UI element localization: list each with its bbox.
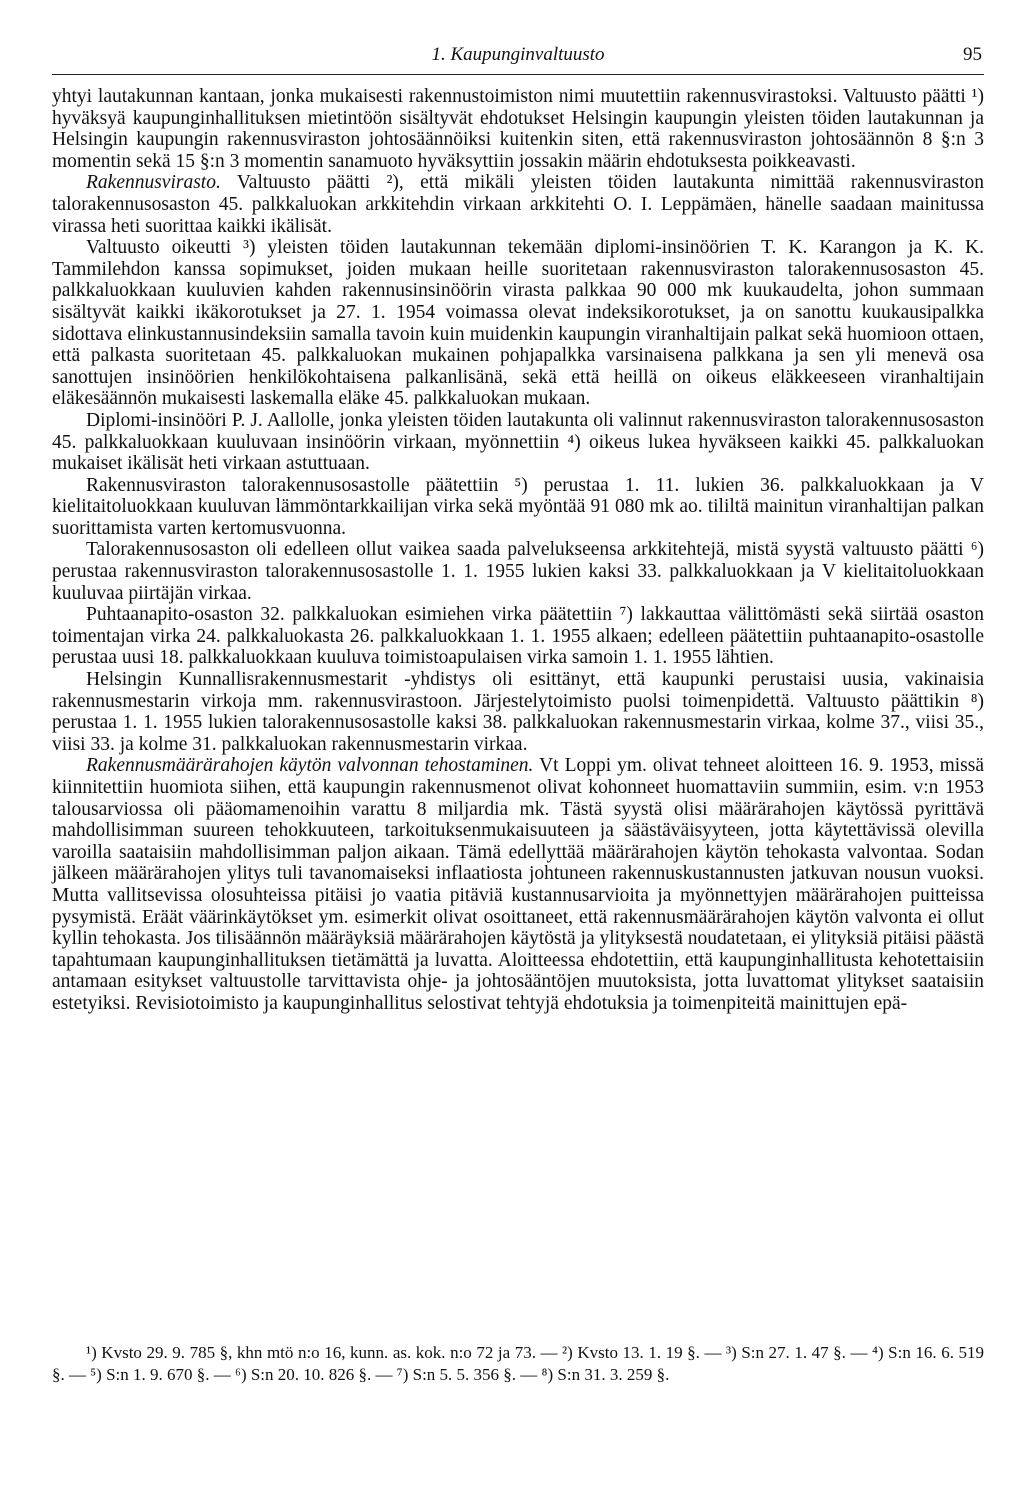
paragraph bbox=[52, 604, 984, 669]
paragraph bbox=[52, 475, 984, 540]
paragraph-text: Diplomi-insinööri P. J. Aallolle, jonka yleisten töiden lautakunta oli valinnut rakennusviraston talorakennusosaston 45. palkkaluokkaan kuuluvaan insinöörin virkaan, myönnettiin ⁴) oikeus lukea hyväkseen kaikki 45. palkkaluokan mukaiset ikälisät heti virkaan astuttuaan. bbox=[52, 409, 984, 475]
paragraph-text: Talorakennusosaston oli edelleen ollut vaikea saada palvelukseensa arkkitehtejä, mistä syystä valtuusto päätti ⁶) perustaa rakennusviraston talorakennusosastolle 1. 1. 1955 lukien kaksi 33. palkkaluokkaan ja V kielitaitoluokkaan kuuluvaa piirtäjän virkaa. bbox=[52, 539, 984, 604]
header-title: 1. Kaupunginvaltuusto bbox=[431, 44, 605, 65]
body-text bbox=[52, 86, 984, 1015]
paragraph-text: Valtuusto oikeutti ³) yleisten töiden lautakunnan tekemään diplomi-insinöörien T. K. Karangon ja K. K. Tammilehdon kanssa sopimukset, joiden mukaan heille suoritetaan rakennusviraston talorakennusosaston 45. palkkaluokkaan kuuluvien kahden rakennusinsinöörin virasta palkkaa 90 000 mk kuukaudelta, johon summaan sisältyvät kaikki ikäkorotukset ja 27. 1. 1954 voimassa olevat indeksikorotukset, ja on sanottu kuukausipalkka sidottava elinkustannusindeksiin samalla tavoin kuin muidenkin kaupungin viranhaltijain palkat sekä huomioon ottaen, että palkasta suoritetaan 45. palkkaluokan mukainen pohjapalkka varsinaisena palkkana ja sen yli menevä osa sanottujen insinöörien henkilökohtaisena palkanlisänä, sekä että heillä on oikeus eläkkeeseen viranhaltijain eläkesäännön mukaisesti laskemalla eläke 45. palkkaluokan mukaan. bbox=[52, 237, 984, 410]
paragraph bbox=[52, 755, 984, 1014]
paragraph-text: Puhtaanapito-osaston 32. palkkaluokan esimiehen virka päätettiin ⁷) lakkauttaa välittömästi sekä siirtää osaston toimentajan virka 24. palkkaluokasta 26. palkkaluokkaan 1. 1. 1955 alkaen; edelleen päätettiin puhtaanapito-osastolle perustaa uusi 18. palkkaluokkaan kuuluva toimistoapulaisen virka samoin 1. 1. 1955 lähtien. bbox=[52, 604, 984, 669]
paragraph bbox=[52, 410, 984, 475]
paragraph-text: Vt Loppi ym. olivat tehneet aloitteen 16. 9. 1953, missä kiinnitettiin huomiota siihen, että kaupungin rakennusmenot olivat kohonneet huomattaviin summiin, esim. v:n 1953 talousarviossa oli pääomamenoihin varattu 8 miljardia mk. Tästä syystä olisi määrärahojen käytössä pyrittävä mahdollisimman suureen tehokkuuteen, tarkoituksenmukaisuuteen ja säästäväisyyteen, jotta käytettävissä olevilla varoilla saataisiin mahdollisimman paljon aikaan. Tämä edellyttää määrärahojen käytön tehokasta valvontaa. Sodan jälkeen määrärahojen ylitys tuli tavanomaiseksi inflaatiosta johtuneen rakennuskustannusten jatkuvan nousun vuoksi. Mutta vallitsevissa olosuhteissa pitäisi jo vaatia pitäviä kustannusarvioita ja myönnettyjen määrärahojen puitteissa pysymistä. Eräät väärinkäytökset ym. esimerkit olivat osoittaneet, että rakennusmäärärahojen käytön valvonta ei ollut kyllin tehokasta. Jos tilisäännön määräyksiä määrärahojen käytöstä ja ylityksestä noudatetaan, ei ylityksiä pitäisi päästä tapahtumaan kaupunginhallituksen tietämättä ja luvatta. Aloitteessa ehdotettiin, että kaupunginhallitusta kehotettaisiin antamaan esitykset valtuustolle tarvittavista ohje- ja johtosääntöjen muutoksista, jotta luvattomat ylitykset saataisiin estetyiksi. Revisiotoimisto ja kaupunginhallitus selostivat tehtyjä ehdotuksia ja toimenpiteitä mainittujen epä- bbox=[52, 755, 984, 1014]
page-number: 95 bbox=[963, 44, 982, 65]
footnote-text: ¹) Kvsto 29. 9. 785 §, khn mtö n:o 16, kunn. as. kok. n:o 72 ja 73. — ²) Kvsto 13. 1. 19 §. — ³) S:n 27. 1. 47 §. — ⁴) S:n 16. 6. 519 §. — ⁵) S:n 1. 9. 670 §. — ⁶) S:n 20. 10. 826 §. — ⁷) S:n 5. 5. 356 §. — ⁸) S:n 31. 3. 259 §. bbox=[52, 1343, 984, 1384]
paragraph bbox=[52, 669, 984, 755]
paragraph bbox=[52, 172, 984, 237]
paragraph-text: yhtyi lautakunnan kantaan, jonka mukaisesti rakennustoimiston nimi muutettiin rakennusvirastoksi. Valtuusto päätti ¹) hyväksyä kaupunginhallituksen mietintöön sisältyvät ehdotukset Helsingin kaupungin yleisten töiden lautakunnan ja Helsingin kaupungin rakennusviraston johtosäännöiksi kuitenkin siten, että rakennusviraston johtosäännön 8 §:n 3 momentin sekä 15 §:n 3 momentin sanamuoto hyväksyttiin jossakin määrin ehdotuksesta poikkeavasti. bbox=[52, 86, 984, 172]
running-header bbox=[52, 44, 984, 75]
paragraph-text: Helsingin Kunnallisrakennusmestarit -yhdistys oli esittänyt, että kaupunki perustaisi uusia, vakinaisia rakennusmestarin virkoja mm. rakennusvirastoon. Järjestelytoimisto puolsi toimenpidettä. Valtuusto päättikin ⁸) perustaa 1. 1. 1955 lukien talorakennusosastolle kaksi 38. palkkaluokan rakennusmestarin virkaa, kolme 37., viisi 35., viisi 33. ja kolme 31. palkkaluokan rakennusmestarin virkaa. bbox=[52, 669, 984, 755]
section-heading: Rakennusmäärärahojen käytön valvonnan tehostaminen. bbox=[86, 755, 534, 777]
paragraph-text: Rakennusviraston talorakennusosastolle päätettiin ⁵) perustaa 1. 11. lukien 36. palkkaluokkaan ja V kielitaitoluokkaan kuuluvan lämmöntarkkailijan virka sekä myöntää 91 080 mk ao. tililtä mainitun viranhaltijan palkan suorittamista varten kertomusvuonna. bbox=[52, 474, 984, 539]
paragraph-text: Valtuusto päätti ²), että mikäli yleisten töiden lautakunta nimittää rakennusviraston talorakennusosaston 45. palkkaluokan arkkitehdin virkaan arkkitehti O. I. Leppämäen, hänelle saadaan mainitussa virassa heti suorittaa kaikki ikälisät. bbox=[52, 172, 984, 237]
paragraph bbox=[52, 237, 984, 410]
paragraph bbox=[52, 539, 984, 604]
paragraph bbox=[52, 86, 984, 172]
footnotes bbox=[52, 1342, 984, 1386]
section-heading: Rakennusvirasto. bbox=[86, 172, 221, 194]
